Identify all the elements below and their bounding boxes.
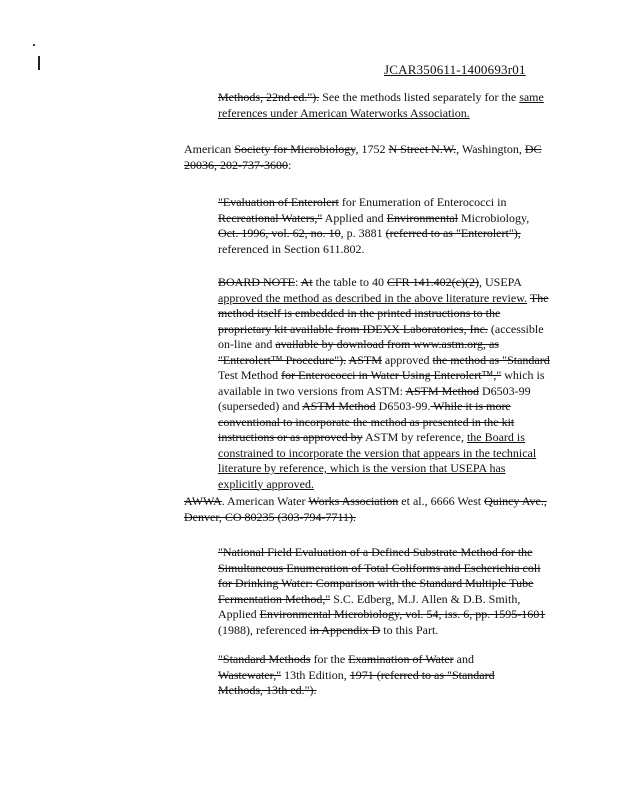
struck-text: "National Field Evaluation of a Defined Substrate Method for the Simultaneous Enumeration of Total Coliforms and Escherichia coli for Drinking Water: Comparison with the Standard Multiple Tube Fermentation Method," bbox=[218, 545, 541, 606]
text-segment: See the methods listed separately for the bbox=[319, 90, 520, 104]
text-segment: which is available in two versions from ASTM: bbox=[218, 368, 545, 398]
struck-text: Environmental Microbiology, vol. 54, iss. 6, pp. 1595-1601 bbox=[259, 607, 546, 621]
underlined-text: same references under American Waterworks Association. bbox=[218, 90, 544, 120]
text-segment: et al., 6666 West bbox=[398, 494, 485, 508]
paragraph-board-note bbox=[218, 275, 553, 492]
paragraph-asm-address bbox=[184, 142, 554, 173]
text-segment: , Washington, bbox=[456, 142, 525, 156]
text-segment: , p. 3881 bbox=[340, 226, 386, 240]
struck-text: BOARD NOTE bbox=[218, 275, 295, 289]
struck-text: N Street N.W. bbox=[388, 142, 457, 156]
struck-text: the method as "Standard bbox=[432, 352, 550, 367]
paragraph-national-field-evaluation bbox=[218, 545, 553, 638]
text-segment: S.C. Edberg, M.J. Allen & D.B. Smith, Applied bbox=[218, 591, 521, 621]
struck-text: Methods, 22nd ed."). bbox=[218, 90, 320, 104]
struck-text: Works Association bbox=[308, 494, 399, 508]
struck-text: ASTM bbox=[348, 352, 382, 367]
struck-text: While it is more conventional to incorporate the method as presented in the kit instructions or as approved by bbox=[218, 399, 515, 444]
struck-text: DC 20036, 202-737-3600 bbox=[184, 142, 542, 172]
paragraph-methods-note bbox=[218, 90, 548, 121]
text-segment: (1988), referenced bbox=[218, 622, 310, 637]
struck-text: for Enterococci in Water Using Enterolert™," bbox=[281, 368, 502, 382]
text-segment: 13th Edition, bbox=[281, 667, 350, 682]
text-segment: Test Method bbox=[218, 368, 282, 382]
struck-text: The method itself is embedded in the printed instructions to the proprietary kit available from IDEXX Laboratories, Inc. bbox=[218, 290, 549, 336]
struck-text: 1971 (referred to as "Standard Methods, 13th ed."). bbox=[218, 667, 495, 697]
text-segment: D6503-99. bbox=[375, 399, 431, 413]
struck-text: Quincy Ave., Denver, CO 80235 (303-794-7711). bbox=[184, 494, 547, 524]
text-segment: for the bbox=[310, 652, 349, 666]
text-segment: , 1752 bbox=[355, 142, 389, 156]
underlined-text: approved the method as described in the above literature review. bbox=[218, 290, 528, 305]
text-segment: referenced in Section 611.802. bbox=[218, 241, 365, 256]
struck-text: CFR 141.402(c)(2) bbox=[387, 275, 479, 289]
struck-text: Environmental bbox=[386, 210, 458, 225]
struck-text: AWWA bbox=[184, 494, 222, 508]
text-segment: , USEPA bbox=[479, 275, 522, 289]
struck-text: Society for Microbiology bbox=[234, 142, 356, 156]
struck-text: Examination of Water bbox=[348, 652, 454, 666]
text-segment: . American Water bbox=[221, 494, 309, 508]
text-segment: and bbox=[453, 652, 474, 666]
underlined-text: the Board is constrained to incorporate the version that appears in the technical literature by reference, which is the version that USEPA has explicitly approved. bbox=[218, 430, 537, 491]
margin-rule bbox=[38, 56, 40, 70]
struck-text: Recreational Waters," bbox=[218, 210, 323, 225]
struck-text: (referred to as "Enterolert"), bbox=[385, 226, 521, 240]
text-segment: for Enumeration of Enterococci in bbox=[338, 195, 507, 209]
text-segment: : bbox=[288, 157, 292, 172]
struck-text: in Appendix D bbox=[309, 622, 381, 637]
text-segment: : bbox=[295, 275, 301, 289]
text-segment: American bbox=[184, 142, 235, 156]
struck-text: available by download from www.astm.org, as "Enterolert™ Procedure"). bbox=[218, 337, 499, 367]
struck-text: ASTM Method bbox=[405, 383, 479, 398]
paragraph-awwa-address bbox=[184, 494, 554, 525]
text-segment: to this Part. bbox=[380, 622, 439, 637]
text-segment: ASTM by reference, bbox=[362, 430, 467, 444]
text-segment: the table to 40 bbox=[312, 275, 387, 289]
text-segment: Microbiology, bbox=[458, 210, 530, 225]
paragraph-enterolert-reference bbox=[218, 195, 548, 257]
text-segment: Applied and bbox=[322, 210, 387, 225]
document-id: JCAR350611-1400693r01 bbox=[384, 62, 526, 77]
struck-text: "Evaluation of Enterolert bbox=[218, 195, 339, 209]
struck-text: Oct. 1996, vol. 62, no. 10 bbox=[218, 226, 341, 240]
struck-text: Wastewater," bbox=[218, 667, 282, 682]
margin-mark bbox=[33, 44, 35, 46]
text-segment: (accessible on-line and bbox=[218, 321, 544, 351]
struck-text: At bbox=[300, 275, 313, 289]
text-segment: approved bbox=[381, 352, 433, 367]
struck-text: ASTM Method bbox=[301, 399, 376, 413]
struck-text: "Standard Methods bbox=[218, 652, 311, 666]
paragraph-standard-methods-13th bbox=[218, 652, 538, 699]
text-segment: D6503-99 (superseded) and bbox=[218, 383, 531, 413]
